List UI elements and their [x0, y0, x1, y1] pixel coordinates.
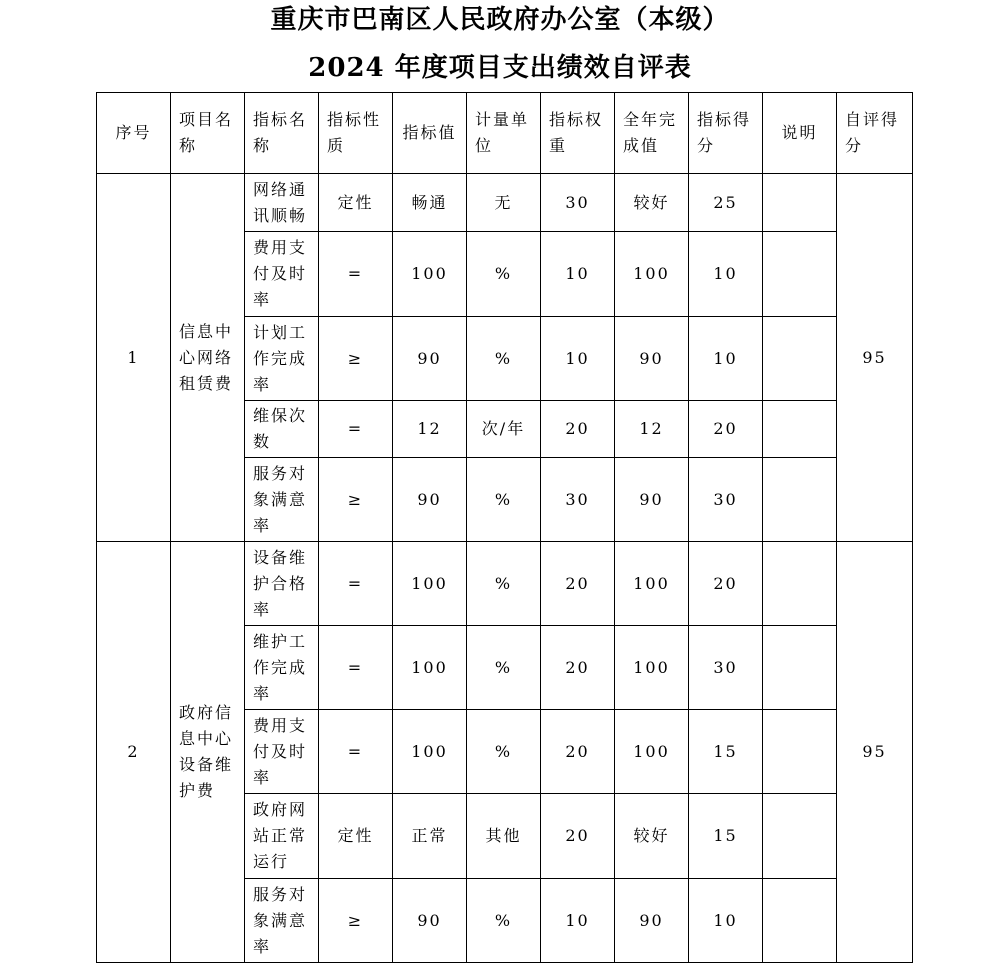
indicator-weight: 20 [541, 401, 615, 458]
indicator-actual: 较好 [615, 794, 689, 879]
indicator-note [763, 317, 837, 401]
indicator-unit: % [467, 626, 541, 710]
indicator-unit: % [467, 542, 541, 626]
report-title: 重庆市巴南区人民政府办公室（本级） [270, 5, 730, 35]
indicator-unit: % [467, 458, 541, 542]
indicator-unit: 其他 [467, 794, 541, 879]
indicator-weight: 20 [541, 710, 615, 794]
indicator-name: 服务对象满意率 [245, 458, 319, 542]
indicator-note [763, 458, 837, 542]
indicator-weight: 20 [541, 794, 615, 879]
header-cell-note: 说明 [763, 93, 837, 174]
indicator-actual: 100 [615, 626, 689, 710]
project-self-score: 95 [837, 542, 913, 963]
indicator-points: 25 [689, 174, 763, 232]
table-row [97, 542, 913, 626]
indicator-name: 设备维护合格率 [245, 542, 319, 626]
indicator-weight: 10 [541, 232, 615, 317]
indicator-weight: 10 [541, 879, 615, 963]
header-cell-self-score: 自评得分 [837, 93, 913, 174]
indicator-actual: 100 [615, 710, 689, 794]
indicator-points: 30 [689, 458, 763, 542]
indicator-points: 30 [689, 626, 763, 710]
header-cell-annual-actual: 全年完成值 [615, 93, 689, 174]
indicator-actual: 100 [615, 232, 689, 317]
indicator-actual: 100 [615, 542, 689, 626]
indicator-note [763, 626, 837, 710]
project-self-score: 95 [837, 174, 913, 542]
indicator-name: 费用支付及时率 [245, 710, 319, 794]
indicator-value: 90 [393, 458, 467, 542]
indicator-weight: 20 [541, 542, 615, 626]
indicator-note [763, 232, 837, 317]
indicator-value: 100 [393, 232, 467, 317]
indicator-actual: 90 [615, 317, 689, 401]
indicator-value: 90 [393, 879, 467, 963]
indicator-nature: = [319, 710, 393, 794]
indicator-actual: 90 [615, 879, 689, 963]
indicator-note [763, 401, 837, 458]
table-row [97, 174, 913, 232]
indicator-points: 20 [689, 401, 763, 458]
indicator-unit: 无 [467, 174, 541, 232]
indicator-points: 10 [689, 232, 763, 317]
indicator-value: 100 [393, 626, 467, 710]
header-cell-weight: 指标权重 [541, 93, 615, 174]
indicator-unit: % [467, 879, 541, 963]
indicator-name: 维护工作完成率 [245, 626, 319, 710]
indicator-points: 10 [689, 317, 763, 401]
project-index: 2 [97, 542, 171, 963]
indicator-note [763, 542, 837, 626]
indicator-weight: 30 [541, 458, 615, 542]
indicator-nature: ≥ [319, 458, 393, 542]
indicator-points: 10 [689, 879, 763, 963]
indicator-name: 费用支付及时率 [245, 232, 319, 317]
header-cell-unit: 计量单位 [467, 93, 541, 174]
header-cell-project-name: 项目名称 [171, 93, 245, 174]
indicator-weight: 10 [541, 317, 615, 401]
indicator-note [763, 174, 837, 232]
indicator-value: 畅通 [393, 174, 467, 232]
header-cell-indicator-name: 指标名称 [245, 93, 319, 174]
indicator-nature: = [319, 232, 393, 317]
report-subtitle: 2024 年度项目支出绩效自评表 [308, 53, 692, 83]
table-header-row [97, 93, 913, 174]
indicator-nature: = [319, 626, 393, 710]
indicator-note [763, 710, 837, 794]
indicator-points: 15 [689, 794, 763, 879]
indicator-value: 90 [393, 317, 467, 401]
header-cell-indicator-score: 指标得分 [689, 93, 763, 174]
indicator-note [763, 879, 837, 963]
indicator-nature: = [319, 401, 393, 458]
indicator-nature: 定性 [319, 174, 393, 232]
indicator-actual: 12 [615, 401, 689, 458]
indicator-value: 12 [393, 401, 467, 458]
indicator-nature: ≥ [319, 879, 393, 963]
indicator-actual: 较好 [615, 174, 689, 232]
indicator-nature: ≥ [319, 317, 393, 401]
indicator-name: 计划工作完成率 [245, 317, 319, 401]
project-index: 1 [97, 174, 171, 542]
indicator-actual: 90 [615, 458, 689, 542]
indicator-weight: 20 [541, 626, 615, 710]
project-name: 政府信息中心设备维护费 [171, 542, 245, 963]
header-cell-index: 序号 [97, 93, 171, 174]
indicator-value: 100 [393, 710, 467, 794]
indicator-weight: 30 [541, 174, 615, 232]
indicator-unit: % [467, 317, 541, 401]
indicator-points: 20 [689, 542, 763, 626]
indicator-note [763, 794, 837, 879]
indicator-unit: 次/年 [467, 401, 541, 458]
header-cell-indicator-value: 指标值 [393, 93, 467, 174]
indicator-name: 政府网站正常运行 [245, 794, 319, 879]
indicator-unit: % [467, 710, 541, 794]
indicator-nature: = [319, 542, 393, 626]
indicator-name: 服务对象满意率 [245, 879, 319, 963]
indicator-unit: % [467, 232, 541, 317]
project-name: 信息中心网络租赁费 [171, 174, 245, 542]
indicator-name: 维保次数 [245, 401, 319, 458]
indicator-value: 100 [393, 542, 467, 626]
indicator-name: 网络通讯顺畅 [245, 174, 319, 232]
performance-table [96, 92, 913, 963]
indicator-points: 15 [689, 710, 763, 794]
header-cell-indicator-nature: 指标性质 [319, 93, 393, 174]
indicator-nature: 定性 [319, 794, 393, 879]
indicator-value: 正常 [393, 794, 467, 879]
